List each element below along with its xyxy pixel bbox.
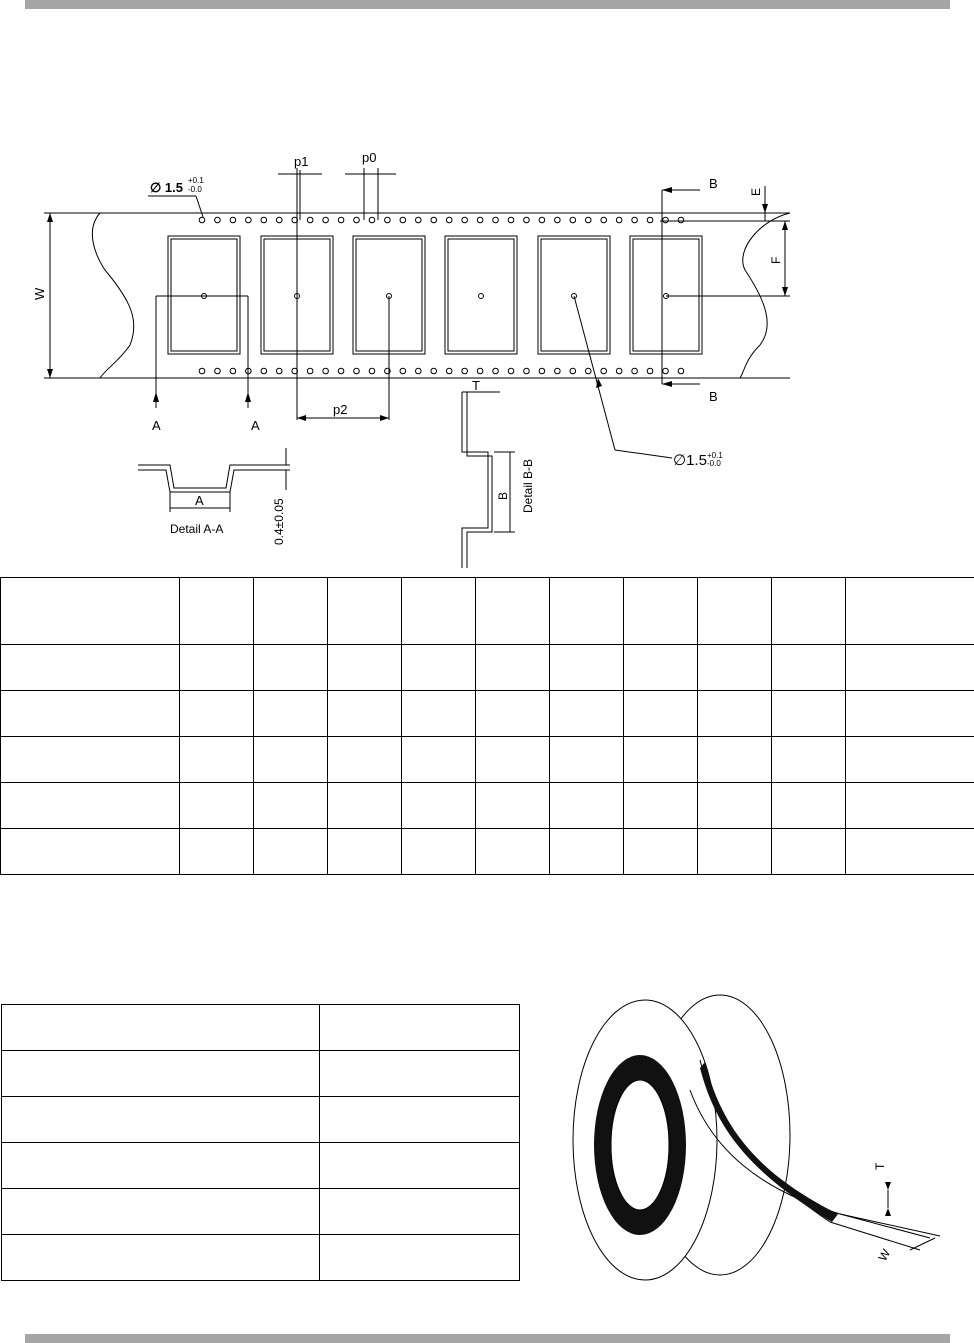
dim-f-label: F [769, 256, 783, 264]
table-cell [180, 578, 254, 645]
table-cell [320, 1235, 520, 1281]
table-cell [476, 737, 550, 783]
table-cell [2, 1051, 320, 1097]
sprocket-hole [385, 217, 391, 223]
sprocket-hole [663, 368, 669, 374]
table-cell [402, 783, 476, 829]
section-b-top-label: B [709, 176, 718, 191]
table-cell [846, 691, 974, 737]
table-row [1, 645, 974, 691]
table-cell [180, 783, 254, 829]
carrier-tape-drawing [0, 140, 974, 570]
table-cell [1, 737, 180, 783]
sprocket-hole [446, 217, 452, 223]
sprocket-hole [570, 368, 576, 374]
dim-b-label: B [496, 491, 510, 500]
table-cell [1, 578, 180, 645]
table-cell [698, 578, 772, 645]
sprocket-hole [354, 368, 360, 374]
table-cell [320, 1051, 520, 1097]
sprocket-hole [323, 217, 329, 223]
sprocket-hole [678, 368, 684, 374]
table-cell [772, 829, 846, 875]
table-cell [476, 829, 550, 875]
sprocket-hole [199, 368, 205, 374]
table-row [1, 737, 974, 783]
sprocket-hole [616, 368, 622, 374]
table-cell [698, 783, 772, 829]
sprocket-hole [446, 368, 452, 374]
sprocket-hole [601, 217, 607, 223]
dim-thickness-label: 0.4±0.05 [272, 498, 286, 545]
sprocket-hole [369, 217, 375, 223]
table-cell [772, 783, 846, 829]
table-row [1, 578, 974, 645]
sprocket-hole [354, 217, 360, 223]
sprocket-hole [647, 217, 653, 223]
sprocket-hole [555, 217, 561, 223]
table-cell [476, 645, 550, 691]
table-cell [846, 645, 974, 691]
table-row [2, 1051, 520, 1097]
table-cell [328, 783, 402, 829]
table-cell [772, 691, 846, 737]
table-cell [550, 737, 624, 783]
sprocket-hole [585, 217, 591, 223]
sprocket-hole [524, 368, 530, 374]
dim-a-label: A [195, 493, 204, 508]
table-cell [846, 783, 974, 829]
sprocket-hole [570, 217, 576, 223]
table-cell [772, 737, 846, 783]
sprocket-hole [647, 368, 653, 374]
sprocket-hole [508, 368, 514, 374]
detail-aa-label: Detail A-A [170, 522, 224, 536]
table-cell [180, 691, 254, 737]
hole-tolerance-right-lower: -0.0 [707, 459, 721, 468]
reel-dim-t-label: T [873, 1162, 887, 1170]
section-b-bottom-label: B [709, 389, 718, 404]
table-cell [254, 737, 328, 783]
table-row [2, 1097, 520, 1143]
table-cell [624, 783, 698, 829]
dim-t-label: T [472, 378, 480, 393]
table-cell [328, 691, 402, 737]
table-cell [402, 645, 476, 691]
table-cell [320, 1189, 520, 1235]
table-cell [328, 578, 402, 645]
sprocket-hole [230, 217, 236, 223]
sprocket-hole [400, 217, 406, 223]
sprocket-hole [524, 217, 530, 223]
tape-dimension-table [0, 577, 974, 875]
sprocket-hole [199, 217, 205, 223]
sprocket-hole [539, 217, 545, 223]
sprocket-hole [477, 217, 483, 223]
table-cell [180, 829, 254, 875]
sprocket-hole [539, 368, 545, 374]
header-bar [25, 0, 950, 9]
table-cell [328, 829, 402, 875]
sprocket-hole [416, 368, 422, 374]
sprocket-hole [215, 368, 221, 374]
sprocket-hole [493, 217, 499, 223]
reel-dimension-table [1, 1004, 520, 1281]
sprocket-hole [369, 368, 375, 374]
table-row [2, 1005, 520, 1051]
sprocket-hole [307, 217, 313, 223]
sprocket-hole [632, 368, 638, 374]
sprocket-hole [616, 217, 622, 223]
sprocket-hole [307, 368, 313, 374]
table-cell [476, 578, 550, 645]
sprocket-hole [585, 368, 591, 374]
hole-tolerance-top-upper: +0.1 [188, 176, 204, 185]
table-cell [180, 737, 254, 783]
table-cell [254, 691, 328, 737]
table-cell [772, 645, 846, 691]
sprocket-hole [416, 217, 422, 223]
table-cell [550, 829, 624, 875]
table-cell [698, 737, 772, 783]
table-cell [2, 1189, 320, 1235]
sprocket-hole [338, 368, 344, 374]
dim-w-label: W [32, 287, 47, 300]
sprocket-hole [678, 217, 684, 223]
reel-dim-w-label: W [875, 1246, 894, 1264]
sprocket-hole [508, 217, 514, 223]
table-row [2, 1235, 520, 1281]
sprocket-hole [493, 368, 499, 374]
hole-diameter-top-label: ∅ 1.5 [150, 180, 184, 195]
table-cell [550, 691, 624, 737]
dim-p0-label: p0 [362, 150, 377, 165]
table-cell [254, 829, 328, 875]
table-cell [1, 691, 180, 737]
hole-diameter-right-label: ∅1.5 [673, 452, 707, 469]
sprocket-hole [431, 368, 437, 374]
table-cell [624, 829, 698, 875]
table-row [1, 783, 974, 829]
table-cell [550, 783, 624, 829]
table-cell [846, 829, 974, 875]
table-cell [624, 645, 698, 691]
dim-p2-label: p2 [333, 402, 348, 417]
table-row [2, 1189, 520, 1235]
table-cell [2, 1143, 320, 1189]
sprocket-hole [261, 368, 267, 374]
table-row [2, 1143, 520, 1189]
table-cell [254, 783, 328, 829]
hole-tolerance-top-lower: -0.0 [188, 185, 202, 194]
section-a-right-label: A [251, 418, 260, 433]
table-cell [698, 829, 772, 875]
table-cell [2, 1005, 320, 1051]
table-cell [846, 578, 974, 645]
table-cell [254, 645, 328, 691]
sprocket-hole [632, 217, 638, 223]
dim-e-label: E [749, 187, 763, 196]
sprocket-hole [400, 368, 406, 374]
sprocket-hole [462, 368, 468, 374]
table-cell [846, 737, 974, 783]
reel-drawing [560, 985, 960, 1285]
sprocket-hole [215, 217, 221, 223]
table-row [1, 829, 974, 875]
detail-bb-label: Detail B-B [521, 458, 535, 513]
table-cell [320, 1097, 520, 1143]
table-cell [402, 578, 476, 645]
table-cell [1, 829, 180, 875]
table-cell [476, 691, 550, 737]
sprocket-hole [261, 217, 267, 223]
sprocket-hole [431, 217, 437, 223]
table-cell [254, 578, 328, 645]
sprocket-hole [663, 217, 669, 223]
table-cell [2, 1097, 320, 1143]
table-cell [550, 578, 624, 645]
sprocket-hole [477, 368, 483, 374]
table-cell [624, 737, 698, 783]
table-cell [402, 737, 476, 783]
table-cell [2, 1235, 320, 1281]
table-cell [180, 645, 254, 691]
table-cell [1, 645, 180, 691]
table-cell [624, 691, 698, 737]
footer-bar [25, 1334, 950, 1343]
table-cell [550, 645, 624, 691]
sprocket-hole [276, 368, 282, 374]
table-cell [698, 691, 772, 737]
dim-p1-label: p1 [294, 154, 309, 169]
table-cell [328, 645, 402, 691]
table-cell [402, 691, 476, 737]
table-cell [320, 1143, 520, 1189]
table-cell [476, 783, 550, 829]
sprocket-hole [462, 217, 468, 223]
table-cell [402, 829, 476, 875]
table-cell [320, 1005, 520, 1051]
table-cell [624, 578, 698, 645]
section-a-left-label: A [152, 418, 161, 433]
table-cell [1, 783, 180, 829]
sprocket-hole [323, 368, 329, 374]
sprocket-hole [230, 368, 236, 374]
table-cell [328, 737, 402, 783]
sprocket-hole [276, 217, 282, 223]
table-cell [772, 578, 846, 645]
sprocket-hole [601, 368, 607, 374]
sprocket-hole [246, 217, 252, 223]
table-row [1, 691, 974, 737]
sprocket-hole [338, 217, 344, 223]
table-cell [698, 645, 772, 691]
sprocket-hole [555, 368, 561, 374]
hole-tolerance-right-upper: +0.1 [707, 451, 723, 460]
